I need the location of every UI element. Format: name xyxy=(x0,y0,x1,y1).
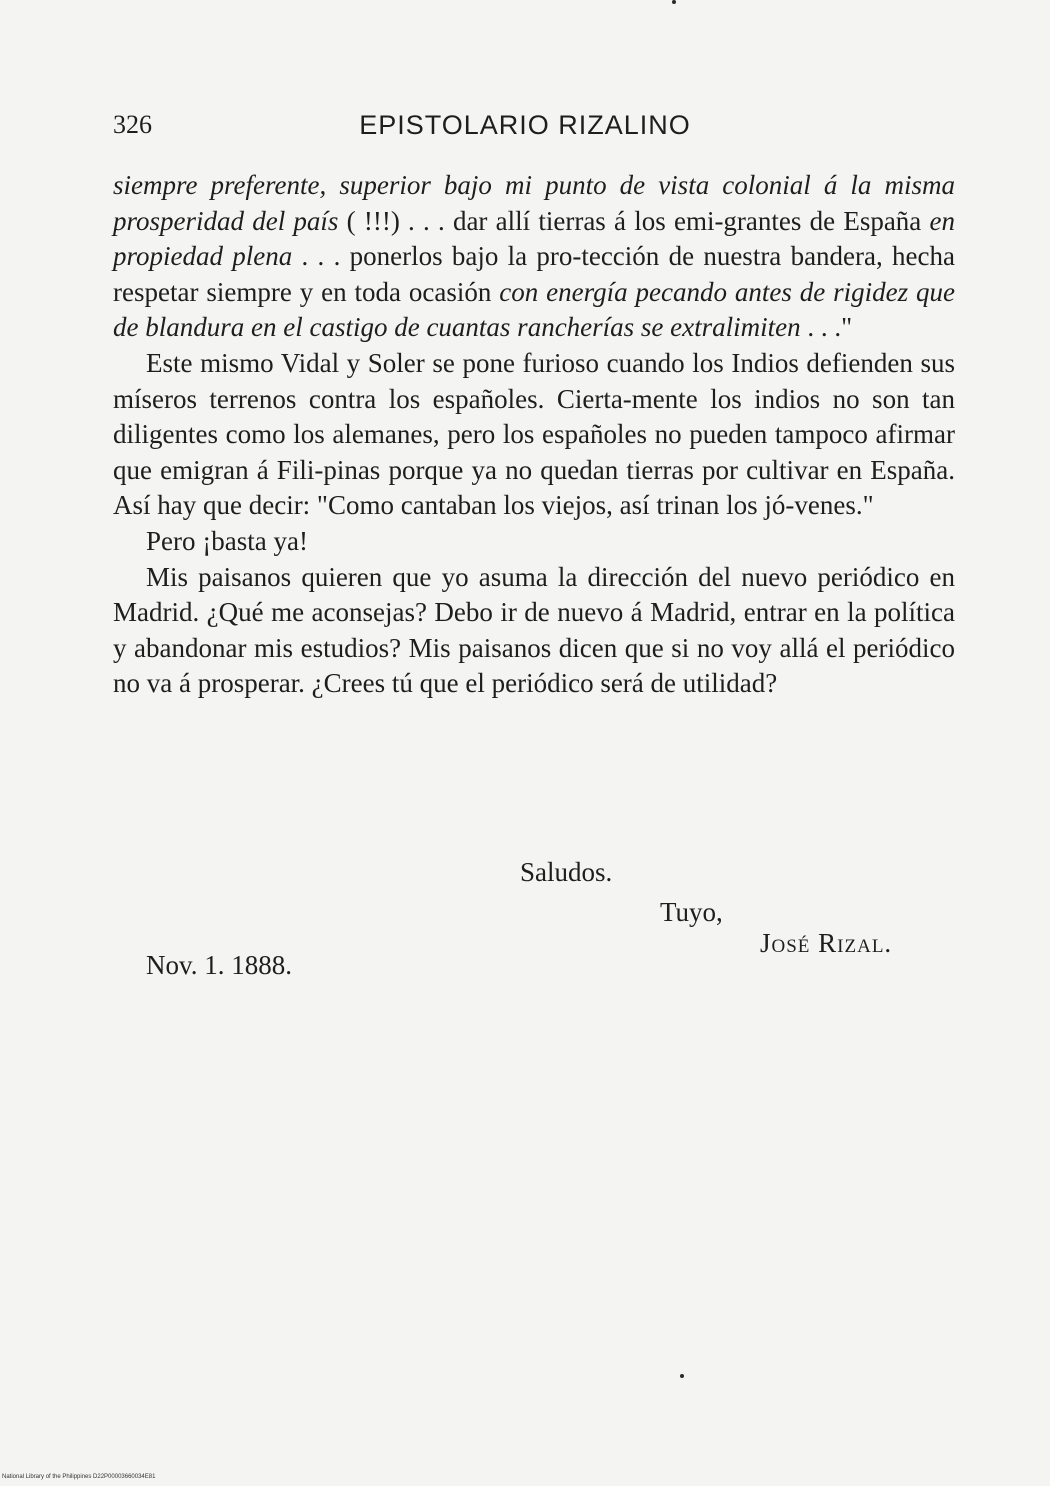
paragraph-vidal-soler: Este mismo Vidal y Soler se pone furioso cuando los Indios defienden sus míseros terrenos contra los españoles. Cierta-mente los indios no son tan diligentes como los alemanes, pero los españoles no pueden tampoco afirmar que emigran á Fili-pinas porque ya no quedan tierras por cultivar en España. Así hay que decir: "Como cantaban los viejos, así trinan los jó-venes." xyxy=(113,347,955,521)
salutation: Saludos. xyxy=(520,857,613,887)
scan-credit: National Library of the Philippines D22P00003660034E81 xyxy=(2,1474,156,1480)
scan-speck xyxy=(672,0,676,4)
paragraph-paisanos: Mis paisanos quieren que yo asuma la dirección del nuevo periódico en Madrid. ¿Qué me aconsejas? Debo ir de nuevo á Madrid, entrar en la política y abandonar mis estudios? Mis paisanos dicen que si no voy allá el periódico no va á prosperar. ¿Crees tú que el periódico será de utilidad? xyxy=(113,561,955,699)
italic-quote-segment: con energía pecando antes de rigidez que de blandura en el castigo de cuantas rancherías se extralimiten xyxy=(113,276,955,343)
roman-text-segment: ( !!!) . . . dar allí tierras á los emi-grantes de España xyxy=(338,205,930,236)
scan-speck xyxy=(680,1374,684,1378)
closing: Tuyo, xyxy=(660,897,723,927)
paragraph-quoted-continuation xyxy=(113,168,955,346)
letter-body xyxy=(113,168,955,702)
paragraph-basta: Pero ¡basta ya! xyxy=(146,525,308,556)
running-head-title: EPISTOLARIO RIZALINO xyxy=(359,110,691,140)
italic-quote-segment: en propiedad plena xyxy=(113,205,955,272)
italic-quote-segment: siempre preferente, superior bajo mi punto de vista colonial á la misma prosperidad del país xyxy=(113,170,955,236)
page-number: 326 xyxy=(113,110,152,139)
letter-date: Nov. 1. 1888. xyxy=(146,950,292,980)
roman-text-segment: . . . ponerlos bajo la pro-tección de nuestra bandera, hecha respetar siempre y en toda ocasión xyxy=(113,241,955,307)
roman-text-segment: . . ." xyxy=(800,312,853,343)
signature: José Rizal. xyxy=(760,928,893,958)
